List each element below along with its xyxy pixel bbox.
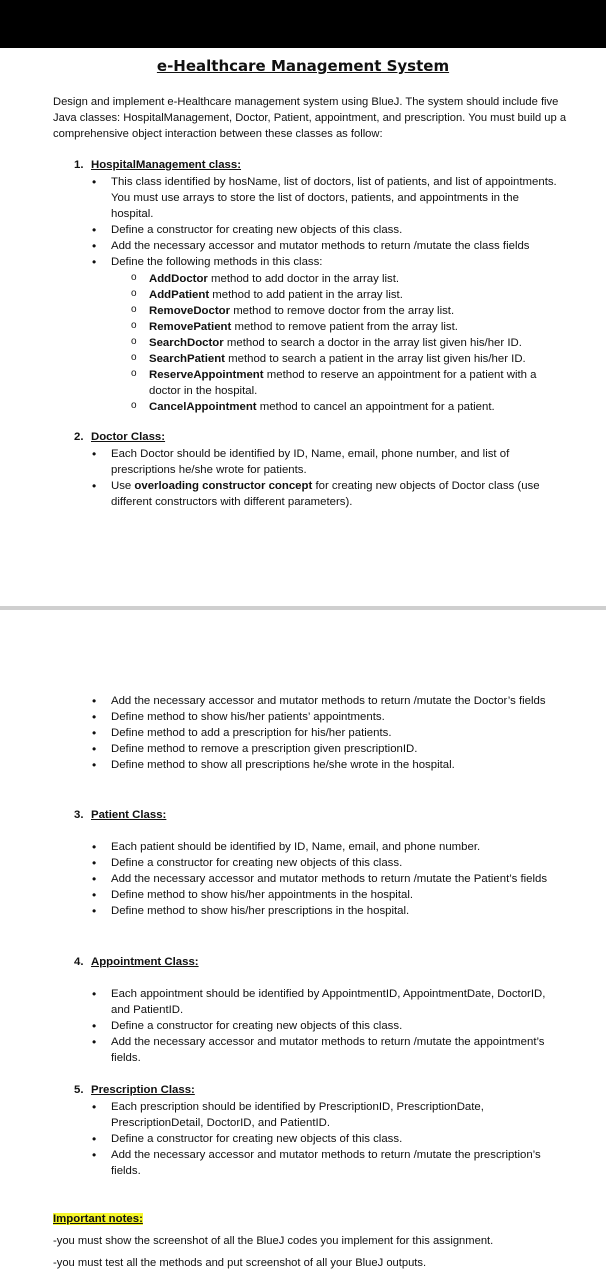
section-1-bullets [92,174,562,270]
document-title: e-Healthcare Management System [156,57,450,75]
section-2-bullets [92,446,562,510]
method-item: o RemovePatient method to remove patient from the array list. [131,319,571,335]
list-item: • Use overloading constructor concept for creating new objects of Doctor class (use different constructors with different parameters). [92,478,562,510]
list-item: • Each Doctor should be identified by ID, Name, email, phone number, and list of prescriptions he/she wrote for patients. [92,446,562,478]
important-notes-heading [53,1211,143,1227]
section-title: Appointment Class: [91,956,199,968]
list-item: • Add the necessary accessor and mutator methods to return /mutate the Doctor’s fields [92,693,562,709]
section-title: Prescription Class: [91,1084,195,1096]
section-number: 2. [74,431,84,443]
section-1-heading [74,157,241,173]
list-item: • Add the necessary accessor and mutator methods to return /mutate the prescription’s fields. [92,1147,562,1179]
list-item: • Define the following methods in this class: [92,254,562,270]
list-item: • Define method to show all prescriptions he/she wrote in the hospital. [92,757,562,773]
list-item: • This class identified by hosName, list of doctors, list of patients, and list of appointments. You must use arrays to store the list of doctors, patients, and appointments in the hospital. [92,174,562,222]
top-black-bar [0,0,606,48]
section-2-heading [74,429,165,445]
section-title: Patient Class: [91,809,167,821]
list-item: • Define a constructor for creating new objects of this class. [92,1018,562,1034]
section-number: 1. [74,159,84,171]
list-item: • Define method to add a prescription for his/her patients. [92,725,562,741]
method-item: o RemoveDoctor method to remove doctor from the array list. [131,303,571,319]
list-item: • Each patient should be identified by ID, Name, email, and phone number. [92,839,562,855]
section-number: 4. [74,956,84,968]
section-2-bullets-continued [92,693,562,773]
list-item: • Add the necessary accessor and mutator methods to return /mutate the class fields [92,238,562,254]
section-number: 5. [74,1084,84,1096]
page-separator [0,606,606,610]
method-item: o SearchPatient method to search a patient in the array list given his/her ID. [131,351,571,367]
section-5-heading [74,1082,195,1098]
section-4-bullets [92,986,562,1066]
list-item: • Add the necessary accessor and mutator methods to return /mutate the Patient’s fields [92,871,562,887]
list-item: • Each prescription should be identified by PrescriptionID, PrescriptionDate, PrescriptionDetail, DoctorID, and PatientID. [92,1099,562,1131]
method-item: o AddDoctor method to add doctor in the array list. [131,271,571,287]
list-item: • Define method to show his/her patients’ appointments. [92,709,562,725]
section-title: HospitalManagement class: [91,159,242,171]
section-1-methods [131,271,571,415]
method-item: o AddPatient method to add patient in the array list. [131,287,571,303]
section-5-bullets [92,1099,562,1179]
section-3-heading [74,807,166,823]
list-item: • Define method to remove a prescription given prescriptionID. [92,741,562,757]
section-4-heading [74,954,199,970]
method-item: o CancelAppointment method to cancel an appointment for a patient. [131,399,571,415]
list-item: • Define a constructor for creating new objects of this class. [92,222,562,238]
intro-paragraph: Design and implement e-Healthcare management system using BlueJ. The system should include five Java classes: HospitalManagement, Doctor, Patient, appointment, and prescription. You must build up a comprehensive object interaction between these classes as follow: [53,96,567,140]
section-3-bullets [92,839,562,919]
section-title: Doctor Class: [91,431,166,443]
list-item: • Each appointment should be identified by AppointmentID, AppointmentDate, DoctorID, and PatientID. [92,986,562,1018]
list-item: • Define a constructor for creating new objects of this class. [92,855,562,871]
list-item: • Define method to show his/her appointments in the hospital. [92,887,562,903]
note-line: -you must test all the methods and put screenshot of all your BlueJ outputs. [53,1257,427,1269]
list-item: • Define a constructor for creating new objects of this class. [92,1131,562,1147]
list-item: • Define method to show his/her prescriptions in the hospital. [92,903,562,919]
section-number: 3. [74,809,84,821]
list-item: • Add the necessary accessor and mutator methods to return /mutate the appointment’s fields. [92,1034,562,1066]
method-item: o SearchDoctor method to search a doctor in the array list given his/her ID. [131,335,571,351]
notes-title: Important notes: [53,1213,143,1225]
method-item: o ReserveAppointment method to reserve an appointment for a patient with a doctor in the hospital. [131,367,571,399]
note-line: -you must show the screenshot of all the BlueJ codes you implement for this assignment. [53,1235,494,1247]
